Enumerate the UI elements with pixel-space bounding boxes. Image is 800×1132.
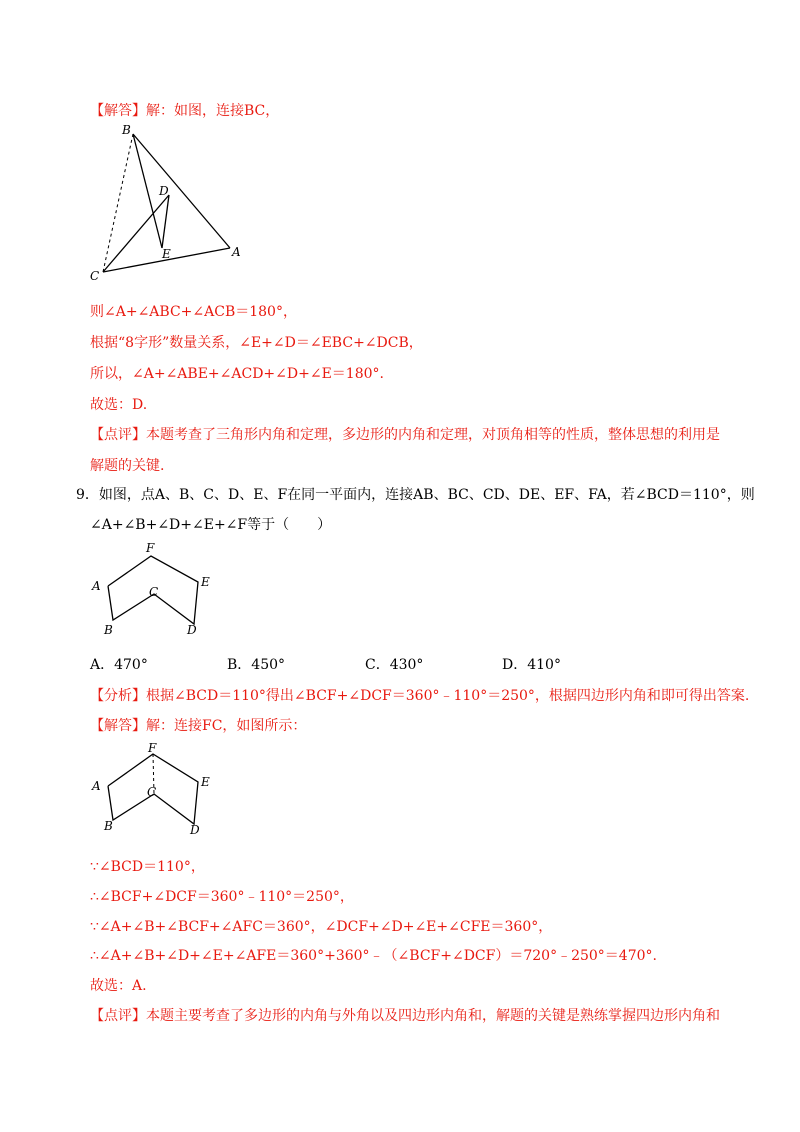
q9-answer-head: 【解答】解：连接FC，如图所示： <box>90 718 307 734</box>
q9-comment-1: 【点评】本题主要考查了多边形的内角与外角以及四边形内角和，解题的关键是熟练掌握四边形内角和 <box>90 1008 720 1024</box>
option-b: B．450° <box>227 657 286 673</box>
q9-step-1: ∵∠BCD＝110°， <box>90 859 205 875</box>
figure-hexagon-connected <box>86 738 226 838</box>
fig3-label-d: D <box>190 823 200 837</box>
fig2-label-f: F <box>146 541 155 555</box>
q9-step-4: ∴∠A+∠B+∠D+∠E+∠AFE＝360°+360°﹣（∠BCF+∠DCF）＝720°﹣250°＝470°. <box>90 948 657 964</box>
fig1-label-e: E <box>162 247 171 261</box>
q8-step-3: 所以，∠A+∠ABE+∠ACD+∠D+∠E＝180°. <box>90 366 384 382</box>
q8-step-2: 根据“8字形”数量关系，∠E+∠D＝∠EBC+∠DCB， <box>90 335 423 351</box>
q9-stem-2: ∠A+∠B+∠D+∠E+∠F等于（ ） <box>90 517 332 533</box>
fig2-label-b: B <box>104 623 113 637</box>
fig1-label-d: D <box>159 184 169 198</box>
q9-choose: 故选：A. <box>90 978 147 994</box>
fig2-label-e: E <box>201 575 210 589</box>
figure-hexagon <box>86 538 226 638</box>
q8-comment-2: 解题的关键. <box>90 458 165 474</box>
fig2-label-a: A <box>92 579 101 593</box>
fig1-label-b: B <box>122 123 131 137</box>
fig1-label-a: A <box>232 245 241 259</box>
fig2-label-c: C <box>149 585 159 599</box>
option-a: A．470° <box>90 657 148 673</box>
q9-step-3: ∵∠A+∠B+∠BCF+∠AFC＝360°，∠DCF+∠D+∠E+∠CFE＝360°， <box>90 919 553 935</box>
option-c: C．430° <box>365 657 424 673</box>
fig3-label-e: E <box>201 775 210 789</box>
option-d: D．410° <box>502 657 561 673</box>
fig1-label-c: C <box>90 269 100 283</box>
fig3-label-c: C <box>147 785 157 799</box>
q9-step-2: ∴∠BCF+∠DCF＝360°﹣110°＝250°， <box>90 889 354 905</box>
fig2-label-d: D <box>187 623 197 637</box>
fig3-label-a: A <box>92 779 101 793</box>
fig3-label-b: B <box>104 819 113 833</box>
q9-stem-1: 9．如图，点A、B、C、D、E、F在同一平面内，连接AB、BC、CD、DE、EF、FA，若∠BCD＝110°，则 <box>76 487 755 503</box>
figure-triangle-bc <box>88 120 258 290</box>
q8-answer-head: 【解答】解：如图，连接BC， <box>90 103 280 119</box>
q8-step-1: 则∠A+∠ABC+∠ACB＝180°， <box>90 304 297 320</box>
q9-analysis: 【分析】根据∠BCD＝110°得出∠BCF+∠DCF＝360°﹣110°＝250°，根据四边形内角和即可得出答案. <box>90 688 750 704</box>
fig3-label-f: F <box>148 741 157 755</box>
q8-comment-1: 【点评】本题考查了三角形内角和定理，多边形的内角和定理，对顶角相等的性质，整体思想的利用是 <box>90 427 720 443</box>
q8-choose: 故选：D. <box>90 397 148 413</box>
